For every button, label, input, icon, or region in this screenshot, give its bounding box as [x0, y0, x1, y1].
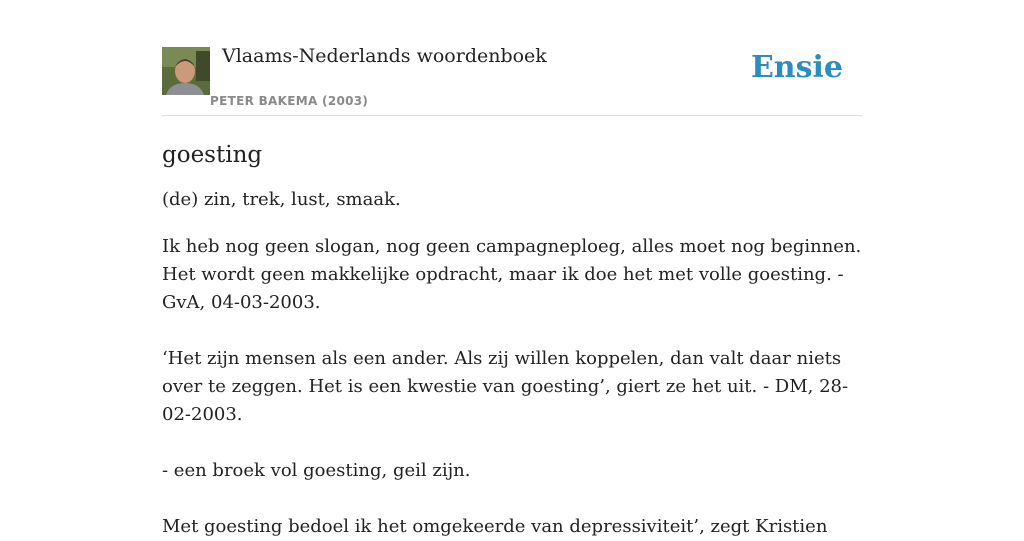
- entry-content: [162, 141, 862, 541]
- entry-definition: (de) zin, trek, lust, smaak.: [162, 189, 401, 210]
- author-name[interactable]: PETER BAKEMA (2003): [210, 94, 369, 108]
- dictionary-title[interactable]: Vlaams-Nederlands woordenboek: [222, 45, 547, 67]
- example-paragraph: Ik heb nog geen slogan, nog geen campagneploeg, alles moet nog beginnen. Het wordt geen makkelijke opdracht, maar ik doe het met volle goesting. - GvA, 04-03-2003.: [162, 236, 862, 313]
- header: [162, 0, 862, 116]
- example-paragraph: Met goesting bedoel ik het omgekeerde van depressiviteit’, zegt Kristien: [162, 516, 828, 537]
- page: [162, 0, 862, 537]
- entry-term: goesting: [162, 142, 263, 168]
- avatar-image: [162, 47, 210, 95]
- example-paragraph: - een broek vol goesting, geil zijn.: [162, 460, 471, 481]
- author-avatar[interactable]: [162, 47, 210, 95]
- ensie-logo-link[interactable]: Ensie: [750, 50, 843, 85]
- example-paragraph: ‘Het zijn mensen als een ander. Als zij willen koppelen, dan valt daar niets over te zeggen. Het is een kwestie van goesting’, giert ze het uit. - DM, 28-02-2003.: [162, 348, 849, 425]
